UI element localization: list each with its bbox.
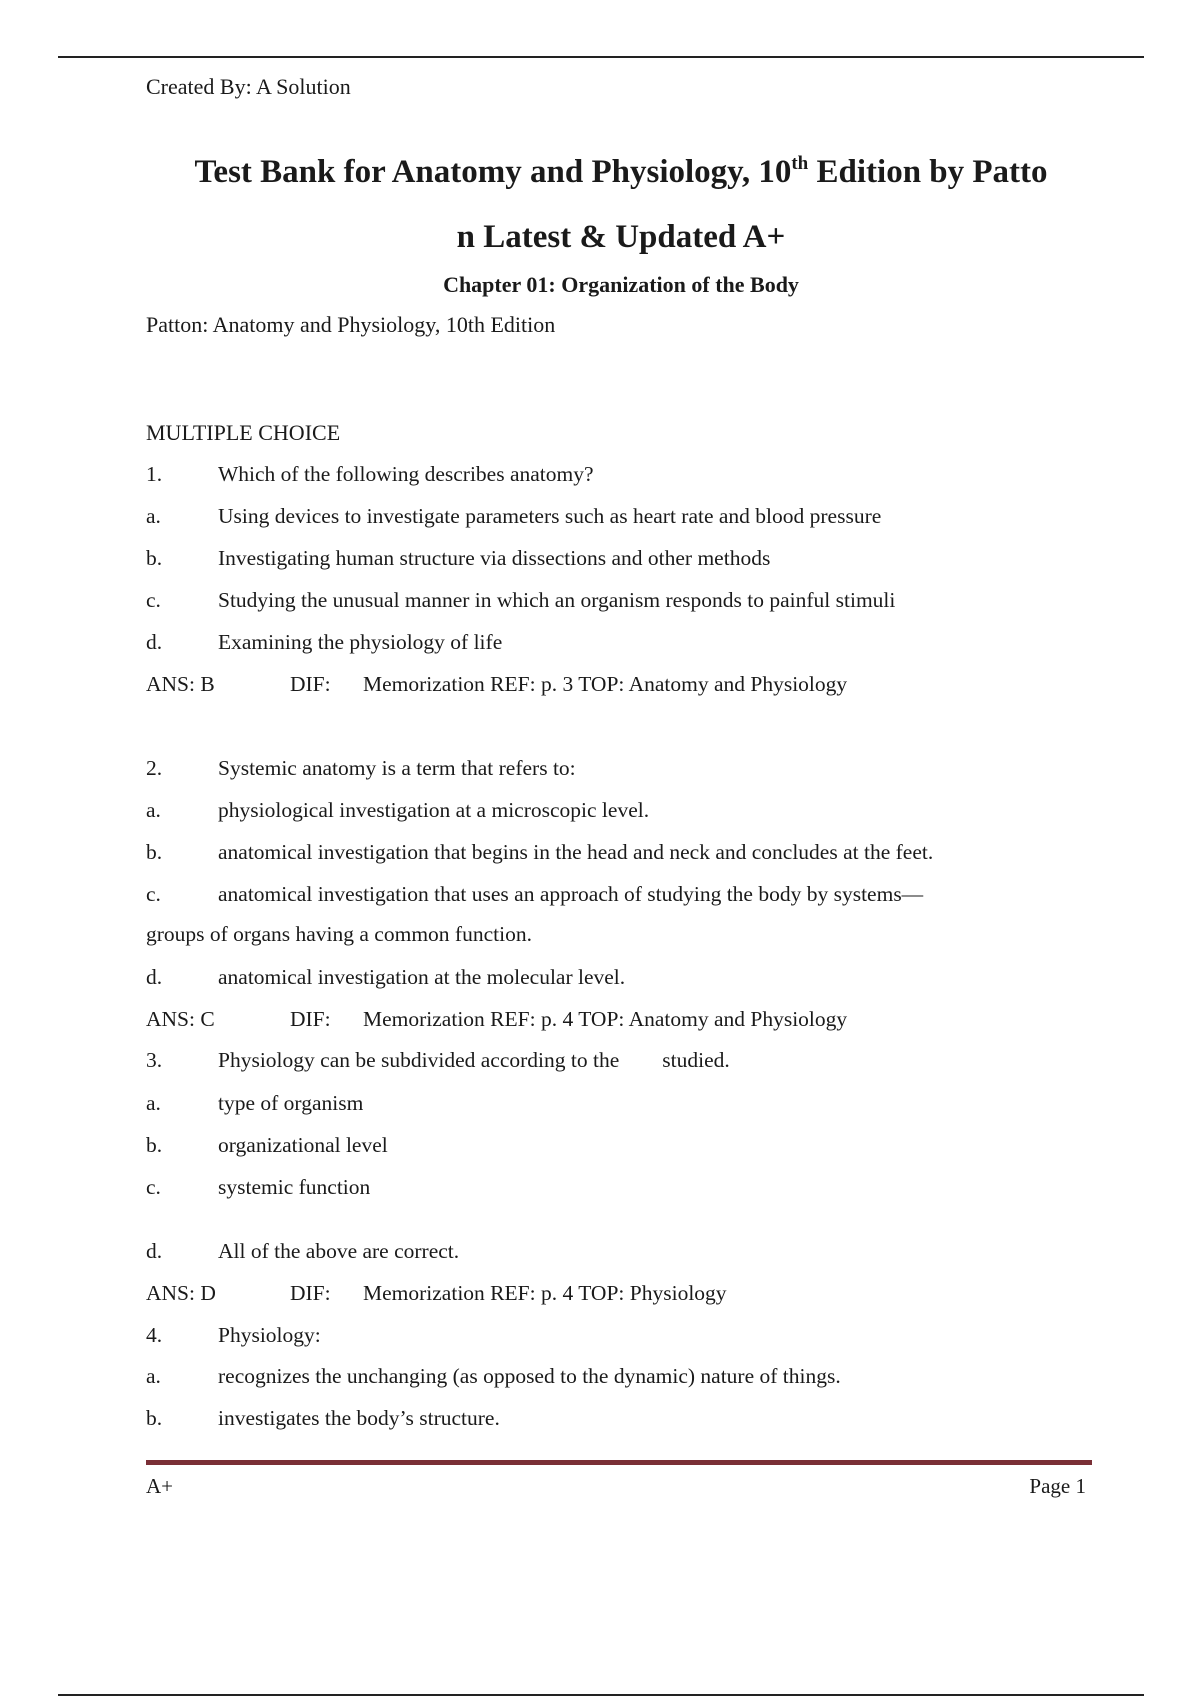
title-part: Edition by Patto <box>808 154 1048 190</box>
reference: Memorization REF: p. 4 TOP: Anatomy and Physiology <box>363 1007 848 1031</box>
title-line-1 <box>146 140 1096 205</box>
question-text: Physiology: <box>218 1323 321 1347</box>
option-label: b. <box>146 840 163 864</box>
option-text: anatomical investigation that begins in the head and neck and concludes at the feet. <box>218 840 934 864</box>
title-part: Test Bank for Anatomy and Physiology, 10 <box>194 154 792 190</box>
option-label: a. <box>146 504 161 528</box>
option-text: anatomical investigation that uses an approach of studying the body by systems— <box>218 882 924 906</box>
option-text: Using devices to investigate parameters such as heart rate and blood pressure <box>218 504 882 528</box>
title-superscript: th <box>791 153 809 174</box>
question-number: 4. <box>146 1323 163 1347</box>
created-by: Created By: A Solution <box>146 74 351 99</box>
section-title: MULTIPLE CHOICE <box>146 420 341 445</box>
option-text: Examining the physiology of life <box>218 630 503 654</box>
question-text: Which of the following describes anatomy? <box>218 462 594 486</box>
option-text: type of organism <box>218 1091 364 1115</box>
answer: ANS: C <box>146 1007 215 1031</box>
title-line-2: n Latest & Updated A+ <box>456 219 786 255</box>
question-text: Physiology can be subdivided according to the studied. <box>218 1048 730 1072</box>
footer-left: A+ <box>146 1474 174 1498</box>
option-label: a. <box>146 1091 161 1115</box>
option-label: a. <box>146 798 161 822</box>
option-text: physiological investigation at a microscopic level. <box>218 798 650 822</box>
bottom-rule <box>58 1694 1144 1696</box>
option-text: Studying the unusual manner in which an organism responds to painful stimuli <box>218 588 896 612</box>
document-title <box>146 140 1096 270</box>
option-label: c. <box>146 1175 161 1199</box>
difficulty-label: DIF: <box>290 1281 331 1305</box>
question-number: 1. <box>146 462 163 486</box>
book-reference: Patton: Anatomy and Physiology, 10th Edition <box>146 312 556 337</box>
option-label: b. <box>146 1133 163 1157</box>
top-rule <box>58 56 1144 58</box>
option-text: systemic function <box>218 1175 371 1199</box>
option-label: c. <box>146 588 161 612</box>
option-label: a. <box>146 1364 161 1388</box>
answer: ANS: B <box>146 672 215 696</box>
question-number: 3. <box>146 1048 163 1072</box>
option-2c-continuation: groups of organs having a common function. <box>146 922 532 946</box>
reference: Memorization REF: p. 3 TOP: Anatomy and Physiology <box>363 672 848 696</box>
option-label: d. <box>146 965 163 989</box>
option-text: All of the above are correct. <box>218 1239 460 1263</box>
difficulty-label: DIF: <box>290 672 331 696</box>
footer-rule <box>146 1460 1092 1465</box>
page-number: Page 1 <box>1029 1474 1086 1498</box>
option-text: anatomical investigation at the molecular level. <box>218 965 626 989</box>
option-text: recognizes the unchanging (as opposed to the dynamic) nature of things. <box>218 1364 841 1388</box>
option-text: Investigating human structure via dissections and other methods <box>218 546 771 570</box>
option-label: b. <box>146 546 163 570</box>
question-number: 2. <box>146 756 163 780</box>
question-text: Systemic anatomy is a term that refers to: <box>218 756 576 780</box>
chapter-heading: Chapter 01: Organization of the Body <box>443 272 799 297</box>
option-label: d. <box>146 1239 163 1263</box>
option-text: investigates the body’s structure. <box>218 1406 500 1430</box>
option-text: organizational level <box>218 1133 388 1157</box>
difficulty-label: DIF: <box>290 1007 331 1031</box>
option-label: d. <box>146 630 163 654</box>
answer: ANS: D <box>146 1281 216 1305</box>
option-label: b. <box>146 1406 163 1430</box>
reference: Memorization REF: p. 4 TOP: Physiology <box>363 1281 727 1305</box>
option-label: c. <box>146 882 161 906</box>
